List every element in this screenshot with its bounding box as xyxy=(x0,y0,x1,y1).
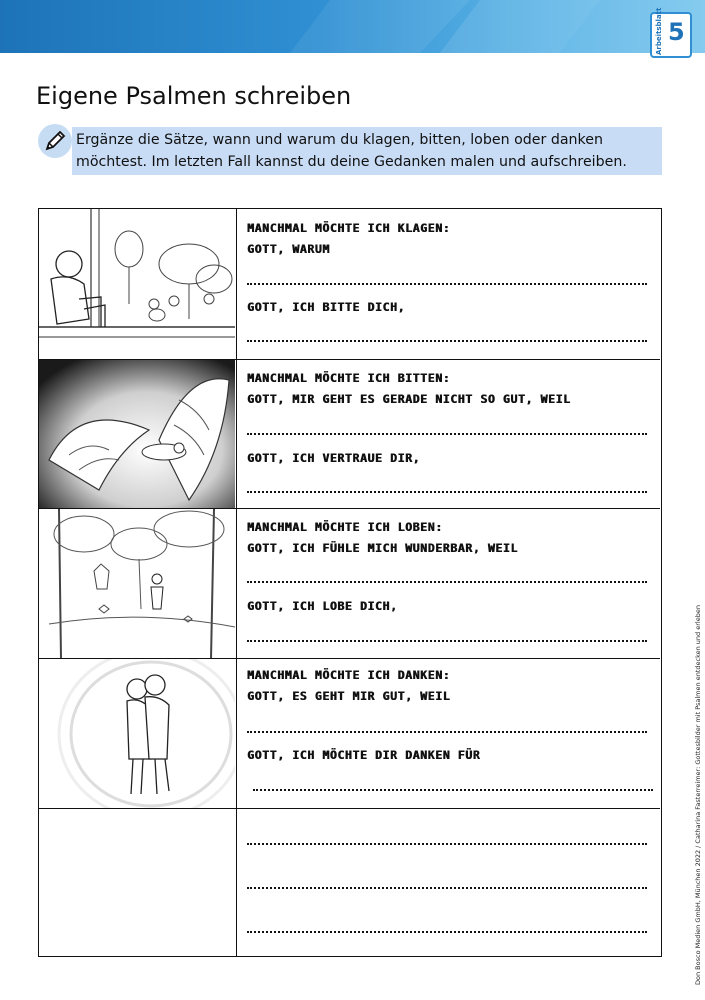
write-line[interactable] xyxy=(247,433,647,435)
write-line[interactable] xyxy=(247,640,647,642)
worksheet-number: 5 xyxy=(668,18,685,46)
worksheet-tab xyxy=(650,7,692,58)
prompt-line: GOTT, ES GEHT MIR GUT, WEIL xyxy=(247,689,451,703)
write-line[interactable] xyxy=(247,581,647,583)
table-row xyxy=(39,360,660,509)
own-text-cell xyxy=(239,809,659,956)
forest-scene-illustration xyxy=(39,509,237,658)
worksheet-tab-label: Arbeitsblatt xyxy=(655,7,663,55)
top-banner xyxy=(0,0,705,53)
page-title: Eigene Psalmen schreiben xyxy=(36,82,352,110)
instruction-text: Ergänze die Sätze, wann und warum du klagen, bitten, loben oder danken möchtest. Im letzten Fall kannst du deine Gedanken malen und aufschreiben. xyxy=(72,127,662,175)
loben-text-cell xyxy=(239,509,659,658)
prompt-line: GOTT, WARUM xyxy=(247,242,330,256)
prompt-line: GOTT, ICH VERTRAUE DIR, xyxy=(247,451,421,465)
write-line[interactable] xyxy=(247,931,647,933)
credit-text: Don Bosco Medien GmbH, München 2022 / Catharina Fasterreimer: Gottesbilder mit Psalmen entdecken und erleben xyxy=(694,605,702,985)
write-line[interactable] xyxy=(247,340,647,342)
boy-at-window-illustration xyxy=(39,209,237,359)
write-line[interactable] xyxy=(253,789,653,791)
write-line[interactable] xyxy=(247,491,647,493)
instruction-box xyxy=(38,124,662,172)
danken-text-cell xyxy=(239,659,659,808)
table-row xyxy=(39,659,660,809)
psalm-table xyxy=(38,208,662,957)
row-heading: MANCHMAL MÖCHTE ICH KLAGEN: xyxy=(247,221,451,235)
row-heading: MANCHMAL MÖCHTE ICH BITTEN: xyxy=(247,371,451,385)
table-row xyxy=(39,209,660,360)
prompt-line: GOTT, ICH BITTE DICH, xyxy=(247,300,405,314)
prompt-line: GOTT, ICH FÜHLE MICH WUNDERBAR, WEIL xyxy=(247,541,518,555)
table-row xyxy=(39,509,660,659)
pencil-icon xyxy=(38,124,72,158)
row-heading: MANCHMAL MÖCHTE ICH DANKEN: xyxy=(247,668,451,682)
table-row xyxy=(39,809,660,956)
prompt-line: GOTT, ICH LOBE DICH, xyxy=(247,599,398,613)
write-line[interactable] xyxy=(247,283,647,285)
side-credit xyxy=(668,605,702,995)
angel-wings-illustration xyxy=(39,360,237,508)
write-line[interactable] xyxy=(247,887,647,889)
klagen-text-cell xyxy=(239,209,659,359)
prompt-line: GOTT, MIR GEHT ES GERADE NICHT SO GUT, WEIL xyxy=(247,392,571,406)
children-hugging-illustration xyxy=(39,659,237,808)
write-line[interactable] xyxy=(247,731,647,733)
drawing-area[interactable] xyxy=(39,809,237,956)
banner-pattern xyxy=(0,0,705,53)
write-line[interactable] xyxy=(247,843,647,845)
prompt-line: GOTT, ICH MÖCHTE DIR DANKEN FÜR xyxy=(247,748,481,762)
row-heading: MANCHMAL MÖCHTE ICH LOBEN: xyxy=(247,520,443,534)
bitten-text-cell xyxy=(239,360,659,508)
